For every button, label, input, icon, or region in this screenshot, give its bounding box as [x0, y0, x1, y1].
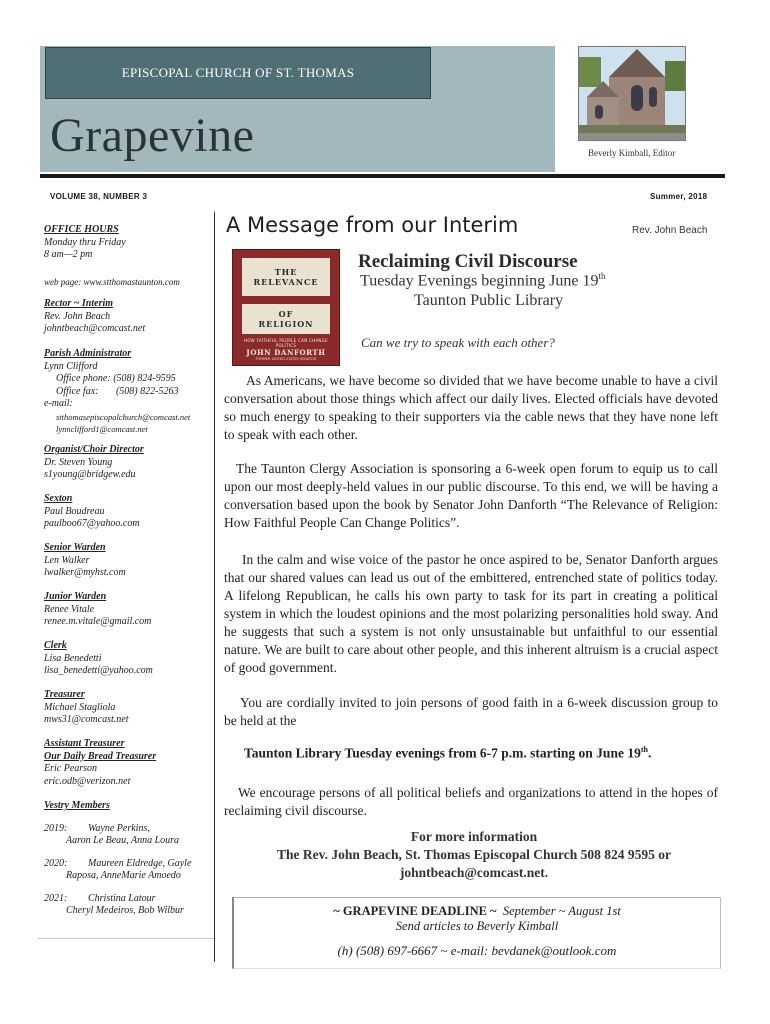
library-schedule: [244, 745, 651, 762]
office-fax: Office fax: (508) 822-5263: [56, 385, 179, 397]
event-when-text: Tuesday Evenings beginning June 19: [360, 272, 599, 290]
vestry-heading: Vestry Members: [44, 800, 110, 811]
event-title: Reclaiming Civil Discourse: [358, 251, 578, 272]
treasurer-name: Michael Stagliola: [44, 701, 116, 713]
organist-heading: Organist/Choir Director: [44, 444, 144, 455]
article-author: Rev. John Beach: [632, 225, 708, 236]
event-question: Can we try to speak with each other?: [361, 335, 555, 350]
treasurer-section: [44, 689, 212, 727]
vestry-names: [66, 822, 212, 848]
senior-warden-section: [44, 542, 212, 580]
junior-warden-section: [44, 591, 212, 629]
assistant-treasurer-section: [44, 738, 212, 788]
office-hours-time: 8 am—2 pm: [44, 249, 93, 260]
office-days: Monday thru Friday: [44, 236, 126, 248]
vestry-group: [44, 858, 212, 883]
organist-email[interactable]: s1young@bridgew.edu: [44, 469, 136, 480]
office-phone: Office phone: (508) 824-9595: [56, 373, 176, 384]
sexton-heading: Sexton: [44, 493, 73, 504]
clerk-heading: Clerk: [44, 640, 67, 651]
web-page-link[interactable]: web page: www.stthomastaunton.com: [44, 277, 180, 287]
parish-admin-name: Lynn Clifford: [44, 360, 98, 372]
library-schedule-text: Taunton Library Tuesday evenings from 6-7 p.m. starting on June 19: [244, 745, 641, 761]
organist-name: Dr. Steven Young: [44, 456, 113, 468]
assistant-treasurer-name: Eric Pearson: [44, 763, 98, 774]
article-paragraph-1: As Americans, we have become so divided that we have become unable to have a civil conversation about those things which affect our daily lives. Elected officials have devoted so much energy to speaking to their supporters via the cable news that they have none left to speak with each other.: [224, 373, 718, 442]
event-when-sup: th: [598, 271, 606, 281]
deadline-contact[interactable]: (h) (508) 697-6667 ~ e-mail: bevdanek@outlook.com: [337, 943, 617, 958]
book-author: JOHN DANFORTH: [246, 348, 326, 357]
junior-warden-email[interactable]: renee.m.vitale@gmail.com: [44, 616, 152, 627]
vestry-year: 2019:: [44, 822, 68, 834]
church-name: EPISCOPAL CHURCH OF ST. THOMAS: [121, 65, 355, 80]
office-hours-heading: OFFICE HOURS: [44, 224, 119, 235]
vestry-year: 2020:: [44, 857, 68, 869]
vestry-names: [66, 857, 212, 883]
assistant-treasurer-email[interactable]: eric.odb@verizon.net: [44, 775, 131, 787]
assistant-treasurer-heading: Assistant Treasurer: [44, 738, 125, 749]
book-subtitle: HOW FAITHFUL PEOPLE CAN CHANGE POLITICS: [244, 338, 328, 348]
rector-heading: Rector ~ Interim: [44, 298, 114, 309]
book-title-band: [242, 258, 330, 296]
event-when: [360, 271, 606, 290]
masthead-rule: [40, 174, 725, 178]
junior-warden-name: Renee Vitale: [44, 603, 95, 615]
book-title-of: OF: [278, 309, 294, 319]
book-title-the: THE: [274, 267, 298, 277]
more-info-heading: For more information: [410, 829, 538, 844]
vestry-section: [44, 800, 212, 918]
parish-email-2[interactable]: lynnclifford1@comcast.net: [56, 424, 148, 434]
daily-bread-treasurer-heading: Our Daily Bread Treasurer: [44, 750, 157, 762]
column-divider: [214, 212, 215, 962]
vestry-names-line: Christina Latour: [88, 892, 156, 904]
deadline-send: Send articles to Beverly Kimball: [395, 919, 559, 933]
organist-section: [44, 444, 212, 482]
book-blurb: FORMER UNITED STATES SENATOR: [255, 357, 317, 361]
book-title-religion: RELIGION: [258, 319, 314, 329]
rector-email[interactable]: johntbeach@comcast.net: [44, 323, 146, 334]
book-title-band: [242, 304, 330, 334]
church-building-illustration: [579, 47, 685, 140]
vestry-names-line: Aaron Le Beau, Anna Loura: [66, 835, 180, 846]
volume-number: VOLUME 38, NUMBER 3: [50, 192, 148, 201]
deadline-date: September ~ August 1st: [502, 904, 621, 918]
article-paragraph-3: In the calm and wise voice of the pastor he once aspired to be, Senator Danforth argues that our shared values can lead us out of the embittered, entrenched state of politics today. A lifelong Republican, he calls his own party to task for its part in creating a political system in which the loudest opinions and the most polarizing personalities hold sway. And he suggests that such a system is not only unsustainable but unfaithful to our essential nature. We are built to care about other people, and this inherent altruism is a crucial aspect of good government.: [224, 552, 718, 675]
parish-admin-section: [44, 348, 212, 436]
rector-section: [44, 298, 212, 336]
deadline-line: [234, 904, 720, 919]
email-label: e-mail:: [44, 398, 73, 409]
senior-warden-heading: Senior Warden: [44, 542, 106, 553]
clerk-section: [44, 640, 212, 678]
book-title-relevance: RELEVANCE: [253, 277, 319, 287]
newsletter-title: Grapevine: [50, 109, 255, 162]
senior-warden-email[interactable]: lwalker@myhst.com: [44, 567, 126, 578]
church-photo: [578, 46, 686, 141]
office-hours-section: [44, 224, 212, 262]
editor-credit: Beverly Kimball, Editor: [588, 148, 676, 158]
sexton-section: [44, 493, 212, 531]
article-paragraph-2: The Taunton Clergy Association is sponsoring a 6-week open forum to equip us to call upon our most deeply-held values in our public discourse. To this end, we will be having a conversation based upon the book by Senator John Danforth “The Relevance of Religion: How Faithful People Can Change Politics”.: [224, 461, 718, 530]
more-info: [224, 828, 724, 882]
parish-admin-heading: Parish Administrator: [44, 348, 132, 359]
vestry-names-line: Cheryl Medeiros, Bob Wilbur: [66, 905, 184, 916]
more-info-contact: The Rev. John Beach, St. Thomas Episcopal Church 508 824 9595 or: [276, 847, 672, 862]
vestry-names-line: Maureen Eldredge, Gayle: [88, 857, 192, 869]
parish-email-1[interactable]: stthomasepiscopalchurch@comcast.net: [56, 411, 191, 422]
article-paragraph-4: You are cordially invited to join persons of good faith in a 6-week discussion group to be held at the: [224, 695, 718, 728]
issue-season: Summer, 2018: [650, 192, 708, 201]
clerk-email[interactable]: lisa_benedetti@yahoo.com: [44, 665, 153, 676]
vestry-names: [66, 892, 212, 918]
vestry-names-line: Wayne Perkins,: [88, 822, 150, 834]
vestry-names-line: Raposa, AnneMarie Amoedo: [66, 870, 181, 881]
deadline-label: ~ GRAPEVINE DEADLINE ~: [333, 904, 497, 918]
church-name-banner: [45, 47, 431, 99]
more-info-email[interactable]: johntbeach@comcast.net.: [399, 865, 549, 880]
junior-warden-heading: Junior Warden: [44, 591, 107, 602]
vestry-year: 2021:: [44, 892, 68, 904]
library-schedule-end: .: [647, 745, 652, 761]
clerk-name: Lisa Benedetti: [44, 652, 102, 664]
sexton-name: Paul Boudreau: [44, 505, 105, 517]
library-schedule-sup: th: [640, 745, 648, 754]
event-location: Taunton Public Library: [414, 292, 564, 309]
article-paragraph-5: We encourage persons of all political beliefs and organizations to attend in the hopes of reclaiming civil discourse.: [224, 785, 718, 818]
senior-warden-name: Len Walker: [44, 554, 90, 566]
treasurer-heading: Treasurer: [44, 689, 85, 700]
sidebar-directory: [38, 210, 215, 939]
deadline-box: [232, 897, 721, 969]
treasurer-email[interactable]: mws31@comcast.net: [44, 714, 129, 725]
sexton-email[interactable]: paulboo67@yahoo.com: [44, 518, 140, 529]
book-cover-image: [232, 249, 340, 366]
vestry-group: [44, 893, 212, 918]
article-title: A Message from our Interim: [226, 213, 519, 237]
vestry-group: [44, 823, 212, 848]
rector-name: Rev. John Beach: [44, 310, 111, 322]
